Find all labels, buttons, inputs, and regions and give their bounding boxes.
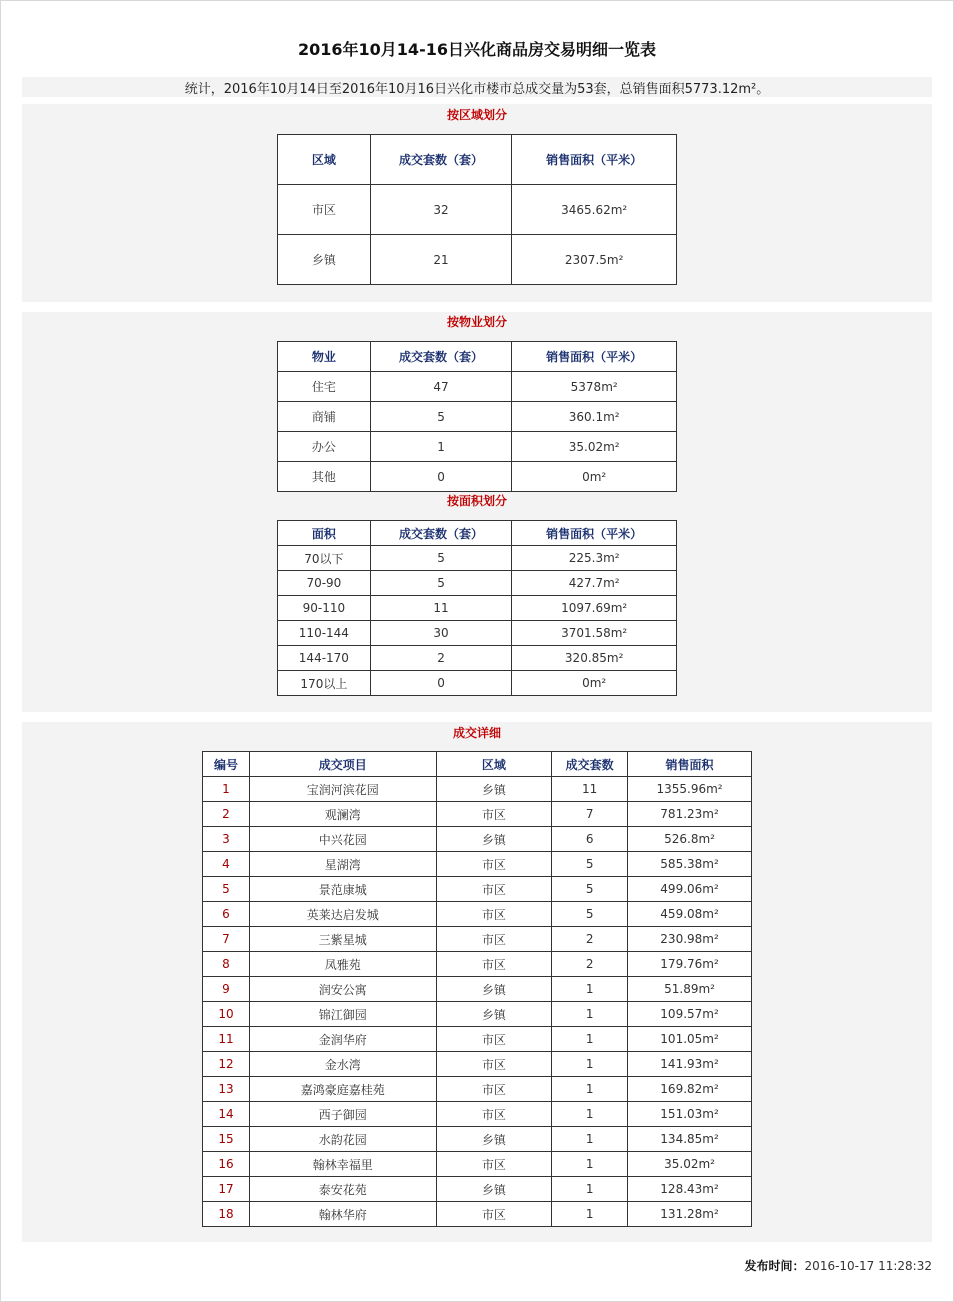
- count-cell: 1: [552, 1127, 628, 1152]
- count-cell: 1: [552, 1202, 628, 1227]
- row-number: 18: [203, 1202, 250, 1227]
- table-cell: 0m²: [512, 462, 677, 492]
- table-row: [278, 596, 677, 621]
- table-cell: 1: [370, 432, 512, 462]
- project-name: 西子御园: [249, 1102, 436, 1127]
- table-row: [278, 462, 677, 492]
- row-number: 13: [203, 1077, 250, 1102]
- row-number: 11: [203, 1027, 250, 1052]
- table-row: [278, 402, 677, 432]
- region-cell: 市区: [436, 902, 552, 927]
- header-cell: 销售面积: [628, 752, 752, 777]
- table-row: [278, 185, 677, 235]
- area-cell: 128.43m²: [628, 1177, 752, 1202]
- publish-time-label: 发布时间：: [744, 1259, 805, 1273]
- table-row: [203, 1002, 752, 1027]
- count-cell: 1: [552, 977, 628, 1002]
- table-row: [203, 1202, 752, 1227]
- table-row: [203, 1102, 752, 1127]
- table-cell: 170以上: [278, 671, 371, 696]
- row-number: 3: [203, 827, 250, 852]
- table-row: [203, 852, 752, 877]
- header-cell: 销售面积（平米）: [512, 135, 677, 185]
- table-row: [203, 952, 752, 977]
- table-cell: 乡镇: [278, 235, 371, 285]
- region-section-title: 按区域划分: [446, 108, 507, 122]
- header-cell: 物业: [278, 342, 371, 372]
- header-cell: 区域: [278, 135, 371, 185]
- header-cell: 销售面积（平米）: [512, 521, 677, 546]
- region-cell: 市区: [436, 802, 552, 827]
- summary-text: 统计，2016年10月14日至2016年10月16日兴化市楼市总成交量为53套，总销售面积5773.12m²。: [184, 82, 770, 97]
- area-cell: 51.89m²: [628, 977, 752, 1002]
- count-cell: 1: [552, 1177, 628, 1202]
- table-cell: 其他: [278, 462, 371, 492]
- project-name: 观澜湾: [249, 802, 436, 827]
- count-cell: 1: [552, 1102, 628, 1127]
- header-cell: 面积: [278, 521, 371, 546]
- region-cell: 市区: [436, 1027, 552, 1052]
- region-cell: 市区: [436, 1152, 552, 1177]
- table-cell: 110-144: [278, 621, 371, 646]
- table-cell: 5: [370, 546, 512, 571]
- project-name: 润安公寓: [249, 977, 436, 1002]
- table-row: [203, 1052, 752, 1077]
- table-row: [278, 432, 677, 462]
- table-cell: 90-110: [278, 596, 371, 621]
- table-cell: 35.02m²: [512, 432, 677, 462]
- count-cell: 1: [552, 1152, 628, 1177]
- area-cell: 179.76m²: [628, 952, 752, 977]
- area-cell: 459.08m²: [628, 902, 752, 927]
- table-row: [203, 902, 752, 927]
- table-cell: 70-90: [278, 571, 371, 596]
- header-cell: 编号: [203, 752, 250, 777]
- region-cell: 市区: [436, 1102, 552, 1127]
- count-cell: 1: [552, 1077, 628, 1102]
- table-cell: 144-170: [278, 646, 371, 671]
- area-cell: 781.23m²: [628, 802, 752, 827]
- table-cell: 30: [370, 621, 512, 646]
- table-row: [203, 927, 752, 952]
- table-cell: 2: [370, 646, 512, 671]
- page-title: 2016年10月14-16日兴化商品房交易明细一览表: [298, 40, 656, 59]
- project-name: 英莱达启发城: [249, 902, 436, 927]
- project-name: 金水湾: [249, 1052, 436, 1077]
- table-cell: 0m²: [512, 671, 677, 696]
- row-number: 12: [203, 1052, 250, 1077]
- table-cell: 住宅: [278, 372, 371, 402]
- row-number: 6: [203, 902, 250, 927]
- table-row: [278, 671, 677, 696]
- table-row: [278, 372, 677, 402]
- header-cell: 成交套数: [552, 752, 628, 777]
- table-row: [203, 827, 752, 852]
- details-section-title: 成交详细: [452, 726, 501, 740]
- table-cell: 47: [370, 372, 512, 402]
- row-number: 14: [203, 1102, 250, 1127]
- table-cell: 3701.58m²: [512, 621, 677, 646]
- table-row: [203, 1027, 752, 1052]
- table-row: [203, 1177, 752, 1202]
- count-cell: 1: [552, 1027, 628, 1052]
- row-number: 9: [203, 977, 250, 1002]
- table-row: [278, 646, 677, 671]
- table-row: [203, 777, 752, 802]
- table-cell: 21: [370, 235, 512, 285]
- count-cell: 2: [552, 927, 628, 952]
- region-cell: 乡镇: [436, 827, 552, 852]
- area-section-title: 按面积划分: [446, 494, 507, 508]
- table-row: [203, 877, 752, 902]
- area-cell: 109.57m²: [628, 1002, 752, 1027]
- table-cell: 1097.69m²: [512, 596, 677, 621]
- region-cell: 市区: [436, 952, 552, 977]
- table-row: [203, 1077, 752, 1102]
- table-cell: 32: [370, 185, 512, 235]
- count-cell: 11: [552, 777, 628, 802]
- table-cell: 225.3m²: [512, 546, 677, 571]
- table-cell: 5: [370, 571, 512, 596]
- table-row: [203, 802, 752, 827]
- count-cell: 7: [552, 802, 628, 827]
- table-row: [278, 546, 677, 571]
- region-cell: 市区: [436, 1077, 552, 1102]
- project-name: 嘉鸿豪庭嘉桂苑: [249, 1077, 436, 1102]
- details-table-header: [203, 752, 752, 777]
- project-name: 凤雅苑: [249, 952, 436, 977]
- region-cell: 市区: [436, 1202, 552, 1227]
- project-name: 金润华府: [249, 1027, 436, 1052]
- table-cell: 0: [370, 671, 512, 696]
- project-name: 水韵花园: [249, 1127, 436, 1152]
- project-name: 星湖湾: [249, 852, 436, 877]
- project-name: 锦江御园: [249, 1002, 436, 1027]
- details-table: [202, 751, 752, 1227]
- table-cell: 办公: [278, 432, 371, 462]
- region-cell: 市区: [436, 877, 552, 902]
- area-cell: 526.8m²: [628, 827, 752, 852]
- area-cell: 151.03m²: [628, 1102, 752, 1127]
- area-cell: 1355.96m²: [628, 777, 752, 802]
- area-cell: 101.05m²: [628, 1027, 752, 1052]
- row-number: 8: [203, 952, 250, 977]
- row-number: 5: [203, 877, 250, 902]
- property-table-header: [278, 342, 677, 372]
- region-cell: 市区: [436, 927, 552, 952]
- header-cell: 成交项目: [249, 752, 436, 777]
- table-cell: 11: [370, 596, 512, 621]
- row-number: 15: [203, 1127, 250, 1152]
- region-cell: 乡镇: [436, 1177, 552, 1202]
- area-table-header: [278, 521, 677, 546]
- table-cell: 商铺: [278, 402, 371, 432]
- area-cell: 35.02m²: [628, 1152, 752, 1177]
- count-cell: 2: [552, 952, 628, 977]
- row-number: 17: [203, 1177, 250, 1202]
- region-cell: 市区: [436, 1052, 552, 1077]
- header-cell: 销售面积（平米）: [512, 342, 677, 372]
- area-cell: 499.06m²: [628, 877, 752, 902]
- table-cell: 5378m²: [512, 372, 677, 402]
- region-cell: 乡镇: [436, 977, 552, 1002]
- row-number: 1: [203, 777, 250, 802]
- region-table-header: [278, 135, 677, 185]
- count-cell: 5: [552, 902, 628, 927]
- area-cell: 131.28m²: [628, 1202, 752, 1227]
- property-table: [277, 341, 677, 492]
- project-name: 宝润河滨花园: [249, 777, 436, 802]
- region-cell: 市区: [436, 852, 552, 877]
- table-cell: 70以下: [278, 546, 371, 571]
- row-number: 16: [203, 1152, 250, 1177]
- table-cell: 3465.62m²: [512, 185, 677, 235]
- table-cell: 5: [370, 402, 512, 432]
- table-row: [278, 571, 677, 596]
- project-name: 三紫星城: [249, 927, 436, 952]
- header-cell: 成交套数（套）: [370, 342, 512, 372]
- row-number: 2: [203, 802, 250, 827]
- header-cell: 区域: [436, 752, 552, 777]
- table-cell: 2307.5m²: [512, 235, 677, 285]
- count-cell: 5: [552, 877, 628, 902]
- area-cell: 230.98m²: [628, 927, 752, 952]
- property-section-title: 按物业划分: [446, 315, 507, 329]
- table-row: [278, 235, 677, 285]
- region-cell: 乡镇: [436, 777, 552, 802]
- count-cell: 5: [552, 852, 628, 877]
- area-cell: 169.82m²: [628, 1077, 752, 1102]
- header-cell: 成交套数（套）: [370, 521, 512, 546]
- header-cell: 成交套数（套）: [370, 135, 512, 185]
- row-number: 4: [203, 852, 250, 877]
- publish-time-value: 2016-10-17 11:28:32: [804, 1259, 932, 1273]
- row-number: 7: [203, 927, 250, 952]
- project-name: 泰安花苑: [249, 1177, 436, 1202]
- table-row: [203, 1152, 752, 1177]
- area-cell: 141.93m²: [628, 1052, 752, 1077]
- region-table: [277, 134, 677, 285]
- table-row: [278, 621, 677, 646]
- region-cell: 乡镇: [436, 1127, 552, 1152]
- table-cell: 市区: [278, 185, 371, 235]
- project-name: 翰林华府: [249, 1202, 436, 1227]
- project-name: 中兴花园: [249, 827, 436, 852]
- count-cell: 1: [552, 1052, 628, 1077]
- count-cell: 1: [552, 1002, 628, 1027]
- table-cell: 320.85m²: [512, 646, 677, 671]
- table-cell: 360.1m²: [512, 402, 677, 432]
- table-row: [203, 1127, 752, 1152]
- region-cell: 乡镇: [436, 1002, 552, 1027]
- area-cell: 585.38m²: [628, 852, 752, 877]
- row-number: 10: [203, 1002, 250, 1027]
- area-table: [277, 520, 677, 696]
- count-cell: 6: [552, 827, 628, 852]
- project-name: 景范康城: [249, 877, 436, 902]
- table-row: [203, 977, 752, 1002]
- publish-time: [745, 1257, 932, 1274]
- table-cell: 0: [370, 462, 512, 492]
- table-cell: 427.7m²: [512, 571, 677, 596]
- area-cell: 134.85m²: [628, 1127, 752, 1152]
- project-name: 翰林幸福里: [249, 1152, 436, 1177]
